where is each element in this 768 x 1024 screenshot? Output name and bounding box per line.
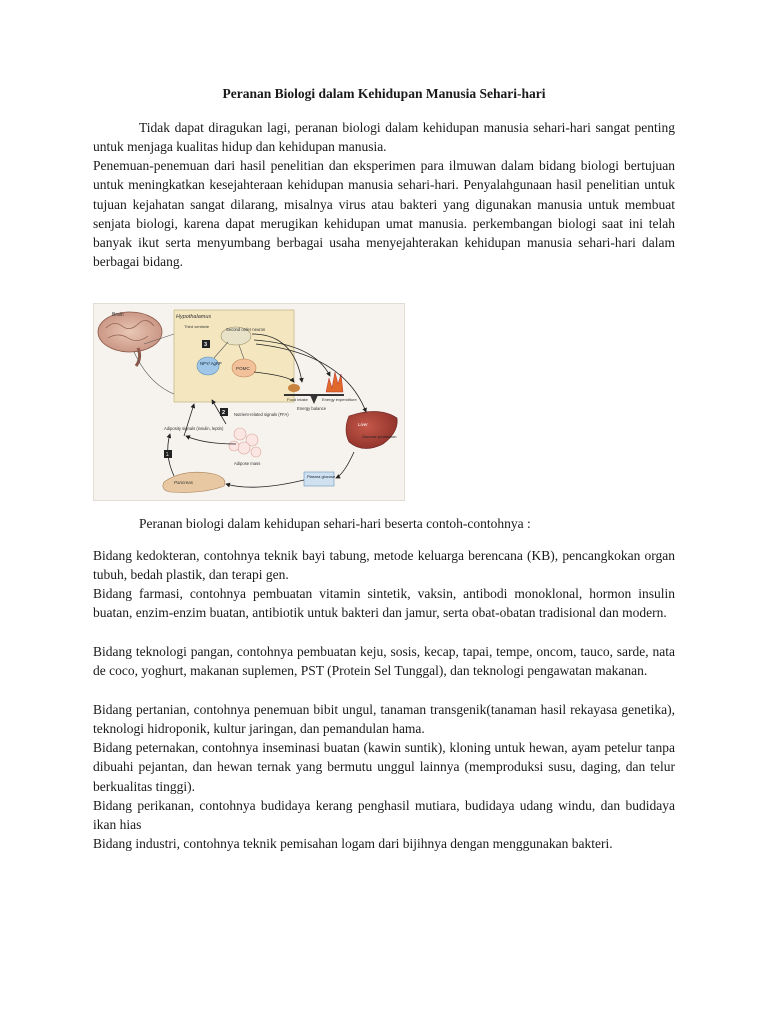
energy-expenditure-label: Energy expenditure xyxy=(322,397,357,402)
third-ventricle-label: Third ventricle xyxy=(184,324,210,329)
liver-illustration xyxy=(346,411,397,448)
hypothalamus-label: Hypothalamus xyxy=(176,314,212,320)
second-order-label: Second order neuron xyxy=(226,327,266,332)
step-3-number: 3 xyxy=(204,342,208,348)
liver-label: Liver xyxy=(358,422,368,427)
field-peternakan: Bidang peternakan, contohnya inseminasi buatan (kawin suntik), kloning untuk hewan, ayam petelur tanpa dibuahi pejantan, dan hewan ternak yang bermutu unggul lainnya (memproduksi susu, daging, dan telur berkualitas tinggi). xyxy=(93,740,675,794)
field-farmasi: Bidang farmasi, contohnya pembuatan vitamin sintetik, vaksin, antibodi monoklonal, hormon insulin buatan, enzim-enzim buatan, antibiotik untuk bakteri dan jamur, serta obat-obatan tradisional dan modern. xyxy=(93,586,675,621)
brain-label: Brain xyxy=(112,312,124,318)
field-kedokteran: Bidang kedokteran, contohnya teknik bayi tabung, metode keluarga berencana (KB), pencangkokan organ tubuh, bedah plastik, dan terapi gen. xyxy=(93,548,675,583)
npy-label: NPY/ AgRP xyxy=(200,361,222,366)
pancreas-label: Pancreas xyxy=(174,480,194,485)
step-2-number: 2 xyxy=(222,410,226,416)
energy-balance-scale xyxy=(284,372,357,411)
pancreas-illustration xyxy=(163,472,225,492)
food-icon xyxy=(288,384,300,392)
food-intake-label: Food intake xyxy=(287,397,308,402)
pomc-neuron xyxy=(232,359,256,377)
field-teknologi-pangan: Bidang teknologi pangan, contohnya pembuatan keju, sosis, kecap, tapai, tempe, oncom, tauco, sarde, nata de coco, yoghurt, makanan suplemen, PST (Protein Sel Tunggal), dan teknologi pengawatan makanan. xyxy=(93,644,675,679)
intro-paragraph-1: Tidak dapat diragukan lagi, peranan biologi dalam kehidupan manusia sehari-hari sangat penting untuk menjaga kualitas hidup dan kehidupan manusia. xyxy=(93,120,675,155)
pomc-label: POMC xyxy=(236,366,250,371)
subheading: Peranan biologi dalam kehidupan sehari-hari beserta contoh-contohnya : xyxy=(139,516,531,531)
page-title: Peranan Biologi dalam Kehidupan Manusia Sehari-hari xyxy=(222,86,546,101)
nutrient-signals-label: Nutrient-related signals (FFA) xyxy=(234,412,289,417)
energy-balance-label: Energy balance xyxy=(297,406,327,411)
energy-balance-diagram xyxy=(93,303,405,501)
glucose-production-label: Glucose production xyxy=(362,434,397,439)
field-industri: Bidang industri, contohnya teknik pemisahan logam dari bijihnya dengan menggunakan bakteri. xyxy=(93,836,613,851)
brain-illustration xyxy=(98,312,162,366)
adiposity-signals-label: Adiposity signals (insulin, leptin) xyxy=(164,426,224,431)
adipose-tissue xyxy=(229,428,261,466)
field-pertanian: Bidang pertanian, contohnya penemuan bibit ungul, tanaman transgenik(tanaman hasil rekayasa genetika), teknologi hidroponik, kultur jaringan, dan pemandulan hama. xyxy=(93,702,675,737)
adipose-mass-label: Adipose mass xyxy=(234,461,261,466)
intro-paragraph-2: Penemuan-penemuan dari hasil penelitian dan eksperimen para ilmuwan dalam bidang biologi bertujuan untuk meningkatkan kesejahteraan kehidupan manusia sehari-hari. Penyalahgunaan hasil penelitian untuk tujuan kejahatan sangat dilarang, misalnya virus atau bakteri yang digunakan manusia untuk membuat senjata biologi, karena dapat merugikan kehidupan umat manusia. perkembangan biologi saat ini telah banyak ikut serta menyumbang berbagai usaha menyejahterakan kehidupan manusia sehari-hari dalam berbagai bidang. xyxy=(93,158,675,270)
field-perikanan: Bidang perikanan, contohnya budidaya kerang penghasil mutiara, budidaya udang windu, dan budidaya ikan hias xyxy=(93,798,675,833)
plasma-glucose-label: Plasma glucose xyxy=(307,474,336,479)
step-1-number: 1 xyxy=(166,452,170,458)
